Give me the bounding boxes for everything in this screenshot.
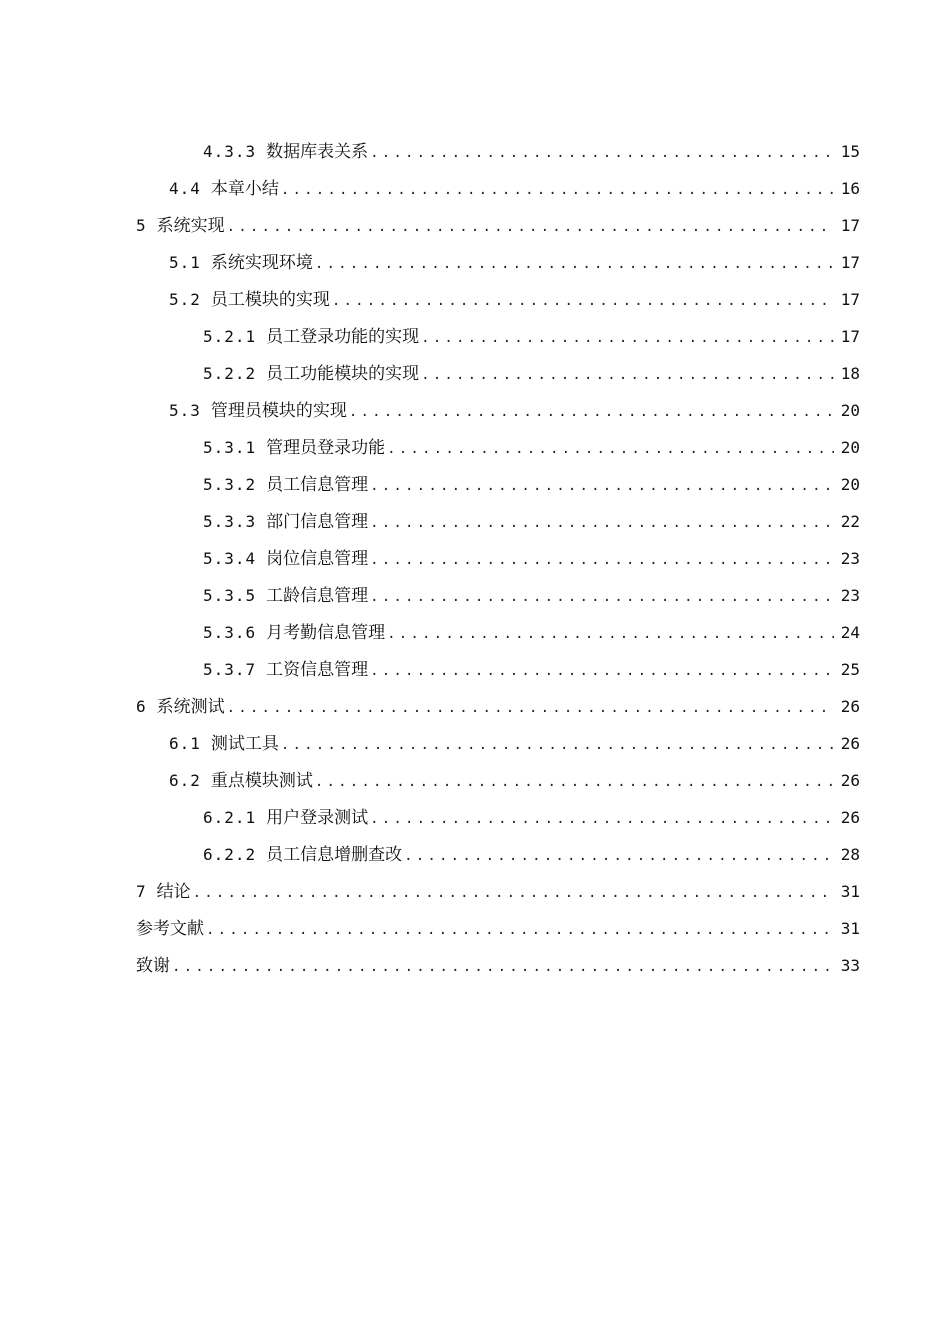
- toc-entry-title: 致谢: [136, 956, 170, 976]
- toc-entry-number: 5.3.4: [203, 549, 257, 568]
- toc-dot-leader: [315, 764, 834, 801]
- toc-entry-page-number: 23: [840, 586, 860, 605]
- toc-dot-leader: [281, 172, 834, 209]
- toc-entry-page-number: 24: [840, 623, 860, 642]
- toc-dot-leader: [227, 209, 834, 246]
- toc-entry[interactable]: [136, 725, 860, 762]
- toc-entry-title: 部门信息管理: [266, 512, 369, 532]
- toc-entry-page-number: 17: [840, 253, 860, 272]
- toc-entry[interactable]: [136, 651, 860, 688]
- toc-entry[interactable]: [136, 762, 860, 799]
- toc-entry-title: 用户登录测试: [266, 808, 369, 828]
- toc-entry[interactable]: [136, 836, 860, 873]
- toc-entry-page-number: 20: [840, 401, 860, 420]
- toc-entry-title: 参考文献: [136, 919, 204, 939]
- toc-entry[interactable]: [136, 540, 860, 577]
- toc-entry-number: 4.3.3: [203, 142, 257, 161]
- toc-entry-title: 测试工具: [210, 734, 279, 754]
- toc-entry[interactable]: [136, 947, 860, 984]
- toc-entry[interactable]: [136, 799, 860, 836]
- toc-entry[interactable]: [136, 873, 860, 910]
- toc-entry-page-number: 20: [840, 475, 860, 494]
- toc-dot-leader: [370, 135, 834, 172]
- toc-entry[interactable]: [136, 614, 860, 651]
- toc-entry-page-number: 17: [840, 290, 860, 309]
- toc-entry-number: 5.2.1: [203, 327, 257, 346]
- toc-entry-page-number: 18: [840, 364, 860, 383]
- toc-entry-number: 5.3.3: [203, 512, 257, 531]
- toc-entry[interactable]: [136, 688, 860, 725]
- toc-entry[interactable]: [136, 910, 860, 947]
- toc-entry-title: 重点模块测试: [210, 771, 313, 791]
- toc-entry-number: 6: [136, 697, 147, 716]
- toc-entry-number: 6.1: [169, 734, 201, 753]
- toc-entry[interactable]: [136, 170, 860, 207]
- toc-entry-page-number: 17: [840, 216, 860, 235]
- toc-entry[interactable]: [136, 207, 860, 244]
- toc-dot-leader: [281, 727, 834, 764]
- toc-entry-page-number: 25: [840, 660, 860, 679]
- toc-dot-leader: [332, 283, 834, 320]
- toc-dot-leader: [172, 949, 834, 986]
- toc-dot-leader: [315, 246, 834, 283]
- toc-dot-leader: [421, 357, 834, 394]
- toc-entry-page-number: 26: [840, 697, 860, 716]
- toc-entry-number: 5.3: [169, 401, 201, 420]
- toc-entry-title: 月考勤信息管理: [266, 623, 386, 643]
- toc-entry-number: 5: [136, 216, 147, 235]
- toc-entry-number: 5.3.1: [203, 438, 257, 457]
- toc-entry-number: 4.4: [169, 179, 201, 198]
- toc-entry-number: 5.2: [169, 290, 201, 309]
- toc-entry-number: 5.1: [169, 253, 201, 272]
- toc-dot-leader: [421, 320, 834, 357]
- toc-entry-title: 系统实现: [156, 216, 225, 236]
- toc-dot-leader: [404, 838, 834, 875]
- toc-dot-leader: [370, 505, 834, 542]
- toc-entry[interactable]: [136, 392, 860, 429]
- toc-entry-title: 员工登录功能的实现: [266, 327, 420, 347]
- toc-entry[interactable]: [136, 355, 860, 392]
- toc-entry-number: 6.2.2: [203, 845, 257, 864]
- toc-dot-leader: [370, 468, 834, 505]
- toc-entry-page-number: 23: [840, 549, 860, 568]
- toc-entry-title: 工资信息管理: [266, 660, 369, 680]
- toc-dot-leader: [193, 875, 834, 912]
- toc-dot-leader: [387, 616, 834, 653]
- toc-dot-leader: [349, 394, 834, 431]
- toc-entry-page-number: 31: [840, 919, 860, 938]
- toc-entry-number: 5.3.7: [203, 660, 257, 679]
- toc-entry[interactable]: [136, 133, 860, 170]
- toc-entry-number: 5.3.2: [203, 475, 257, 494]
- toc-entry-number: 7: [136, 882, 147, 901]
- toc-entry-page-number: 16: [840, 179, 860, 198]
- toc-entry-number: 6.2.1: [203, 808, 257, 827]
- toc-entry[interactable]: [136, 503, 860, 540]
- table-of-contents: [136, 133, 860, 984]
- toc-dot-leader: [387, 431, 834, 468]
- toc-entry-page-number: 31: [840, 882, 860, 901]
- toc-entry-number: 5.2.2: [203, 364, 257, 383]
- toc-entry-page-number: 20: [840, 438, 860, 457]
- toc-entry-title: 员工信息增删查改: [266, 845, 403, 865]
- toc-entry-page-number: 15: [840, 142, 860, 161]
- toc-entry[interactable]: [136, 318, 860, 355]
- toc-entry[interactable]: [136, 281, 860, 318]
- toc-dot-leader: [370, 801, 834, 838]
- toc-dot-leader: [227, 690, 834, 727]
- toc-entry[interactable]: [136, 244, 860, 281]
- toc-dot-leader: [370, 653, 834, 690]
- toc-entry[interactable]: [136, 577, 860, 614]
- toc-entry-title: 数据库表关系: [266, 142, 369, 162]
- toc-entry-page-number: 26: [840, 734, 860, 753]
- toc-entry-title: 系统测试: [156, 697, 225, 717]
- toc-entry[interactable]: [136, 466, 860, 503]
- toc-entry-title: 管理员模块的实现: [210, 401, 347, 421]
- toc-entry[interactable]: [136, 429, 860, 466]
- toc-entry-title: 本章小结: [210, 179, 279, 199]
- toc-entry-page-number: 26: [840, 771, 860, 790]
- toc-dot-leader: [370, 579, 834, 616]
- toc-entry-title: 员工功能模块的实现: [266, 364, 420, 384]
- toc-entry-number: 6.2: [169, 771, 201, 790]
- toc-entry-title: 岗位信息管理: [266, 549, 369, 569]
- toc-entry-title: 工龄信息管理: [266, 586, 369, 606]
- toc-entry-title: 结论: [156, 882, 191, 902]
- toc-entry-title: 系统实现环境: [210, 253, 313, 273]
- toc-entry-page-number: 28: [840, 845, 860, 864]
- toc-entry-page-number: 33: [840, 956, 860, 975]
- toc-entry-page-number: 17: [840, 327, 860, 346]
- toc-dot-leader: [206, 912, 834, 949]
- toc-entry-number: 5.3.5: [203, 586, 257, 605]
- toc-dot-leader: [370, 542, 834, 579]
- toc-entry-page-number: 22: [840, 512, 860, 531]
- toc-entry-number: 5.3.6: [203, 623, 257, 642]
- toc-entry-title: 员工模块的实现: [210, 290, 330, 310]
- toc-entry-title: 管理员登录功能: [266, 438, 386, 458]
- toc-entry-title: 员工信息管理: [266, 475, 369, 495]
- toc-entry-page-number: 26: [840, 808, 860, 827]
